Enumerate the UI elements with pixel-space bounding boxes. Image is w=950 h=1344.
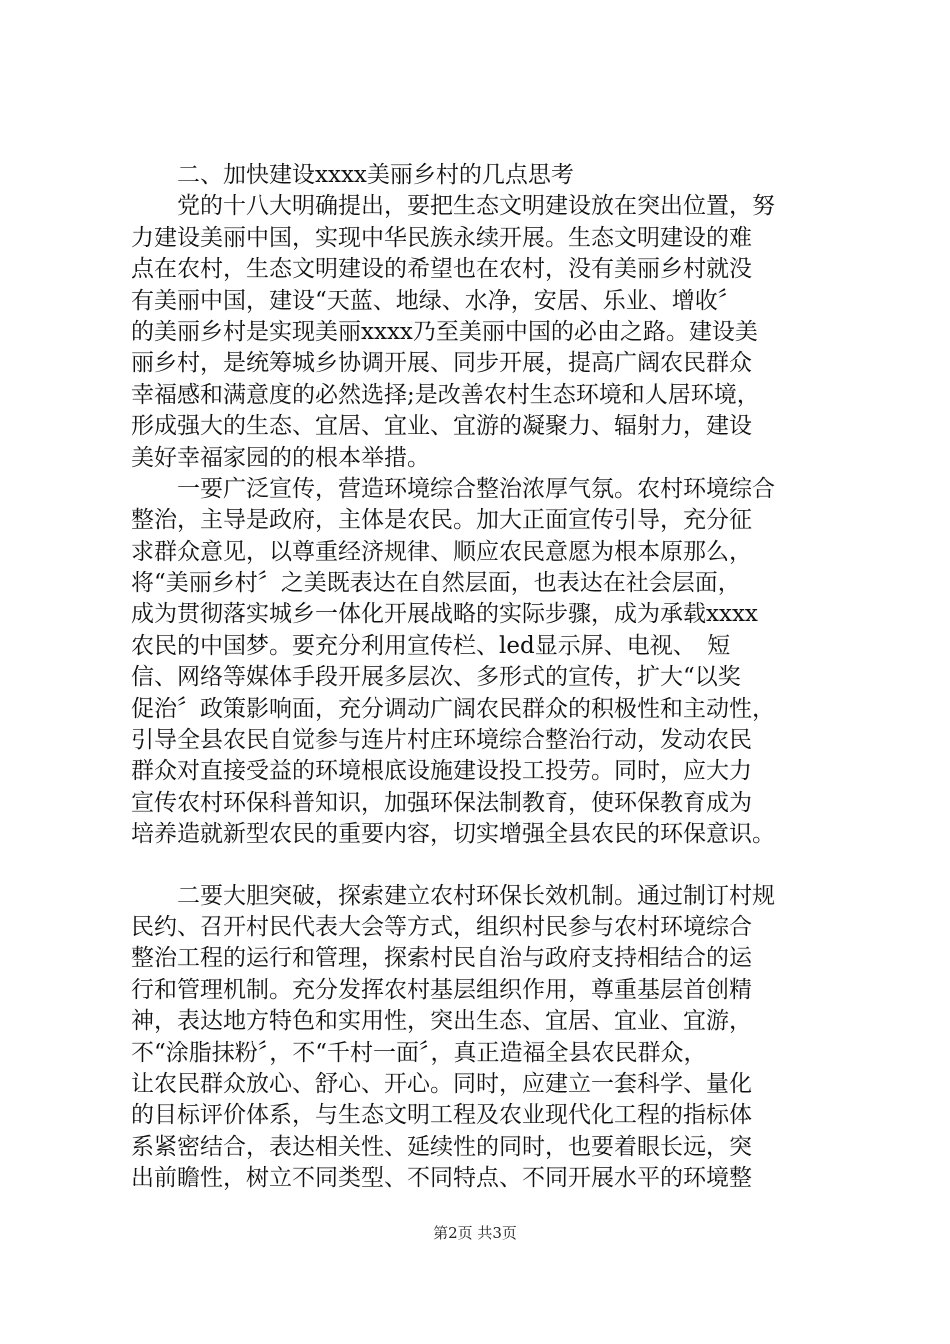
text-line: 党的十八大明确提出，要把生态文明建设放在突出位置，努 <box>131 193 775 220</box>
paragraph-spacer <box>131 851 845 881</box>
paragraph-1 <box>131 191 845 474</box>
text-line: 不“涂脂抹粉〞，不“千村一面〞，真正造福全县农民群众， <box>131 1039 707 1066</box>
document-body <box>131 160 845 1195</box>
text-line: 系紧密结合，表达相关性、延续性的同时，也要着眼长远，突 <box>131 1133 752 1160</box>
text-line: 整治，主导是政府，主体是农民。加大正面宣传引导，充分征 <box>131 507 752 534</box>
text-line: 行和管理机制。充分发挥农村基层组织作用，尊重基层首创精 <box>131 976 752 1003</box>
text-line: 促治〞政策影响面，充分调动广阔农民群众的积极性和主动性， <box>131 695 775 722</box>
text-line: 形成强大的生态、宜居、宜业、宜游的凝聚力、辐射力，建设 <box>131 413 752 440</box>
text-line: 丽乡村，是统筹城乡协调开展、同步开展，提高广阔农民群众 <box>131 350 752 377</box>
text-line: 美好幸福家园的的根本举措。 <box>131 444 430 471</box>
text-line: 培养造就新型农民的重要内容，切实增强全县农民的环保意识。 <box>131 821 775 848</box>
text-line: 一要广泛宣传，营造环境综合整治浓厚气氛。农村环境综合 <box>131 475 775 502</box>
text-line: 将“美丽乡村〞之美既表达在自然层面，也表达在社会层面， <box>131 570 741 597</box>
text-line: 求群众意见，以尊重经济规律、顺应农民意愿为根本原那么， <box>131 538 752 565</box>
text-line: 成为贯彻落实城乡一体化开展战略的实际步骤，成为承载xxxx <box>131 601 758 628</box>
text-line: 宣传农村环保科普知识，加强环保法制教育，使环保教育成为 <box>131 789 752 816</box>
text-line: 有美丽中国，建设“天蓝、地绿、水净，安居、乐业、增收〞 <box>131 287 741 314</box>
text-line: 引导全县农民自觉参与连片村庄环境综合整治行动，发动农民 <box>131 727 752 754</box>
text-line: 的目标评价体系，与生态文明工程及农业现代化工程的指标体 <box>131 1102 752 1129</box>
paragraph-2 <box>131 474 845 851</box>
text-line: 整治工程的运行和管理，探索村民自治与政府支持相结合的运 <box>131 945 752 972</box>
section-heading: 二、加快建设xxxx美丽乡村的几点思考 <box>131 162 574 188</box>
text-line: 让农民群众放心、舒心、开心。同时，应建立一套科学、量化 <box>131 1070 752 1097</box>
text-line: 的美丽乡村是实现美丽xxxx乃至美丽中国的必由之路。建设美 <box>131 318 758 345</box>
text-line: 民约、召开村民代表大会等方式，组织村民参与农村环境综合 <box>131 913 752 940</box>
page-number-footer: 第2页 共3页 <box>433 1224 517 1242</box>
text-line: 群众对直接受益的环境根底设施建设投工投劳。同时，应大力 <box>131 758 752 785</box>
text-line: 二要大胆突破，探索建立农村环保长效机制。通过制订村规 <box>131 882 775 909</box>
text-line: 神，表达地方特色和实用性，突出生态、宜居、宜业、宜游， <box>131 1008 752 1035</box>
text-line: 农民的中国梦。要充分利用宣传栏、led显示屏、电视、 短 <box>131 632 731 659</box>
text-line: 力建设美丽中国，实现中华民族永续开展。生态文明建设的难 <box>131 224 752 251</box>
text-line: 点在农村，生态文明建设的希望也在农村，没有美丽乡村就没 <box>131 256 752 283</box>
text-line: 出前瞻性，树立不同类型、不同特点、不同开展水平的环境整 <box>131 1165 752 1192</box>
text-line: 幸福感和满意度的必然选择;是改善农村生态环境和人居环境， <box>131 381 760 408</box>
text-line: 信、网络等媒体手段开展多层次、多形式的宣传，扩大“以奖 <box>131 664 741 691</box>
paragraph-3 <box>131 881 845 1195</box>
